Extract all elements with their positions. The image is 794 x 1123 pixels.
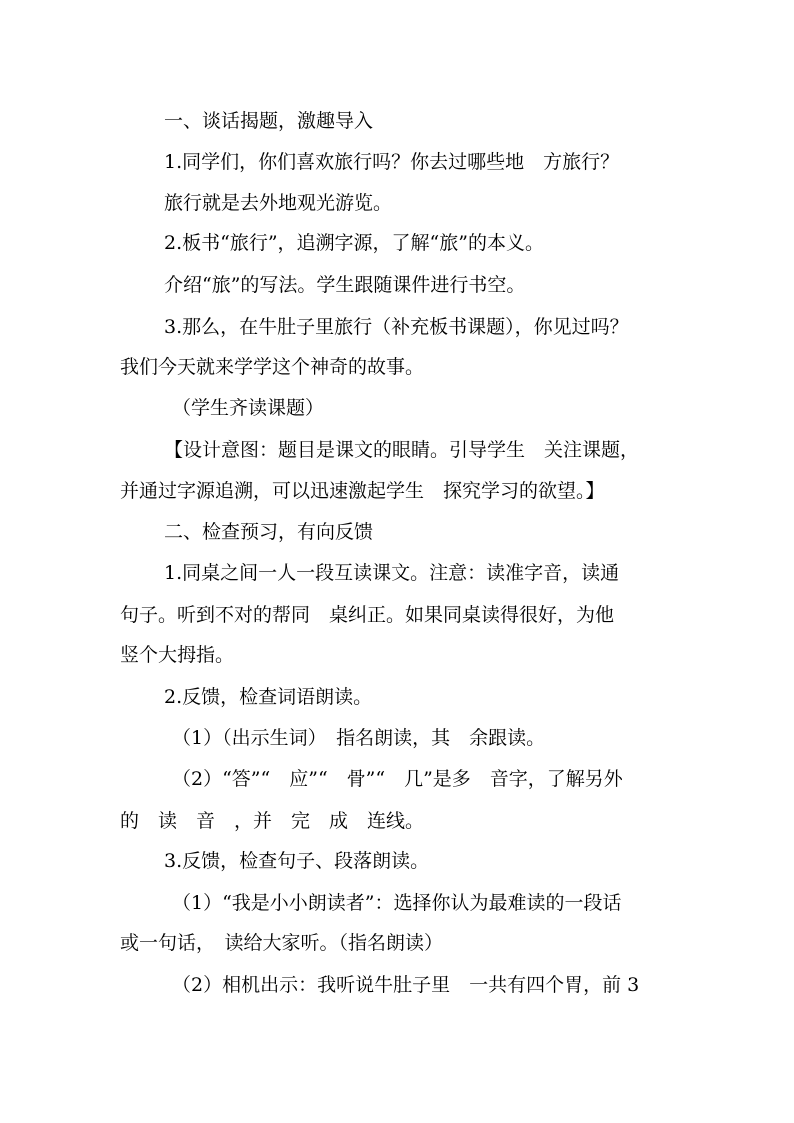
paragraph-line: （2）“答”“ 应”“ 骨”“ 几”是多 音字，了解另外 (172, 768, 623, 790)
paragraph-line: 句子。听到不对的帮同 桌纠正。如果同桌读得很好，为他 (120, 604, 615, 626)
paragraph-line: （学生齐读课题） (172, 397, 325, 419)
design-intent-line: 并通过字源追溯，可以迅速激起学生 探究学习的欲望。】 (120, 480, 605, 502)
design-intent-line: 【设计意图：题目是课文的眼睛。引导学生 关注课题， (164, 439, 640, 461)
paragraph-line: 1.同桌之间一人一段互读课文。注意：读准字音，读通 (164, 562, 620, 584)
paragraph-line: （1）“我是小小朗读者”：选择你认为最难读的一段话 (172, 892, 622, 914)
paragraph-line: （1）（出示生词） 指名朗读，其 余跟读。 (172, 727, 546, 749)
paragraph-line: 2.反馈，检查词语朗读。 (164, 686, 373, 708)
section-heading-1: 一、谈话揭题，激趣导入 (164, 110, 374, 132)
paragraph-line: 3.那么，在牛肚子里旅行（补充板书课题），你见过吗？ (164, 316, 629, 338)
paragraph-line: 3.反馈，检查句子、段落朗读。 (164, 850, 430, 872)
paragraph-line: 2.板书“旅行”，追溯字源，了解“旅”的本义。 (164, 232, 544, 254)
paragraph-line: 旅行就是去外地观光游览。 (164, 192, 393, 214)
paragraph-line: 的 读 音 ，并 完 成 连线。 (120, 810, 425, 832)
paragraph-line: 1.同学们，你们喜欢旅行吗？你去过哪些地 方旅行？ (164, 151, 620, 173)
section-heading-2: 二、检查预习，有向反馈 (164, 521, 374, 543)
paragraph-line: 介绍“旅”的写法。学生跟随课件进行书空。 (164, 274, 526, 296)
paragraph-line: 竖个大拇指。 (120, 644, 235, 666)
paragraph-line: 或一句话， 读给大家听。（指名朗读） (120, 932, 444, 954)
paragraph-line: （2）相机出示：我听说牛肚子里 一共有四个胃，前 3 (172, 974, 640, 996)
paragraph-line: 我们今天就来学学这个神奇的故事。 (120, 356, 425, 378)
